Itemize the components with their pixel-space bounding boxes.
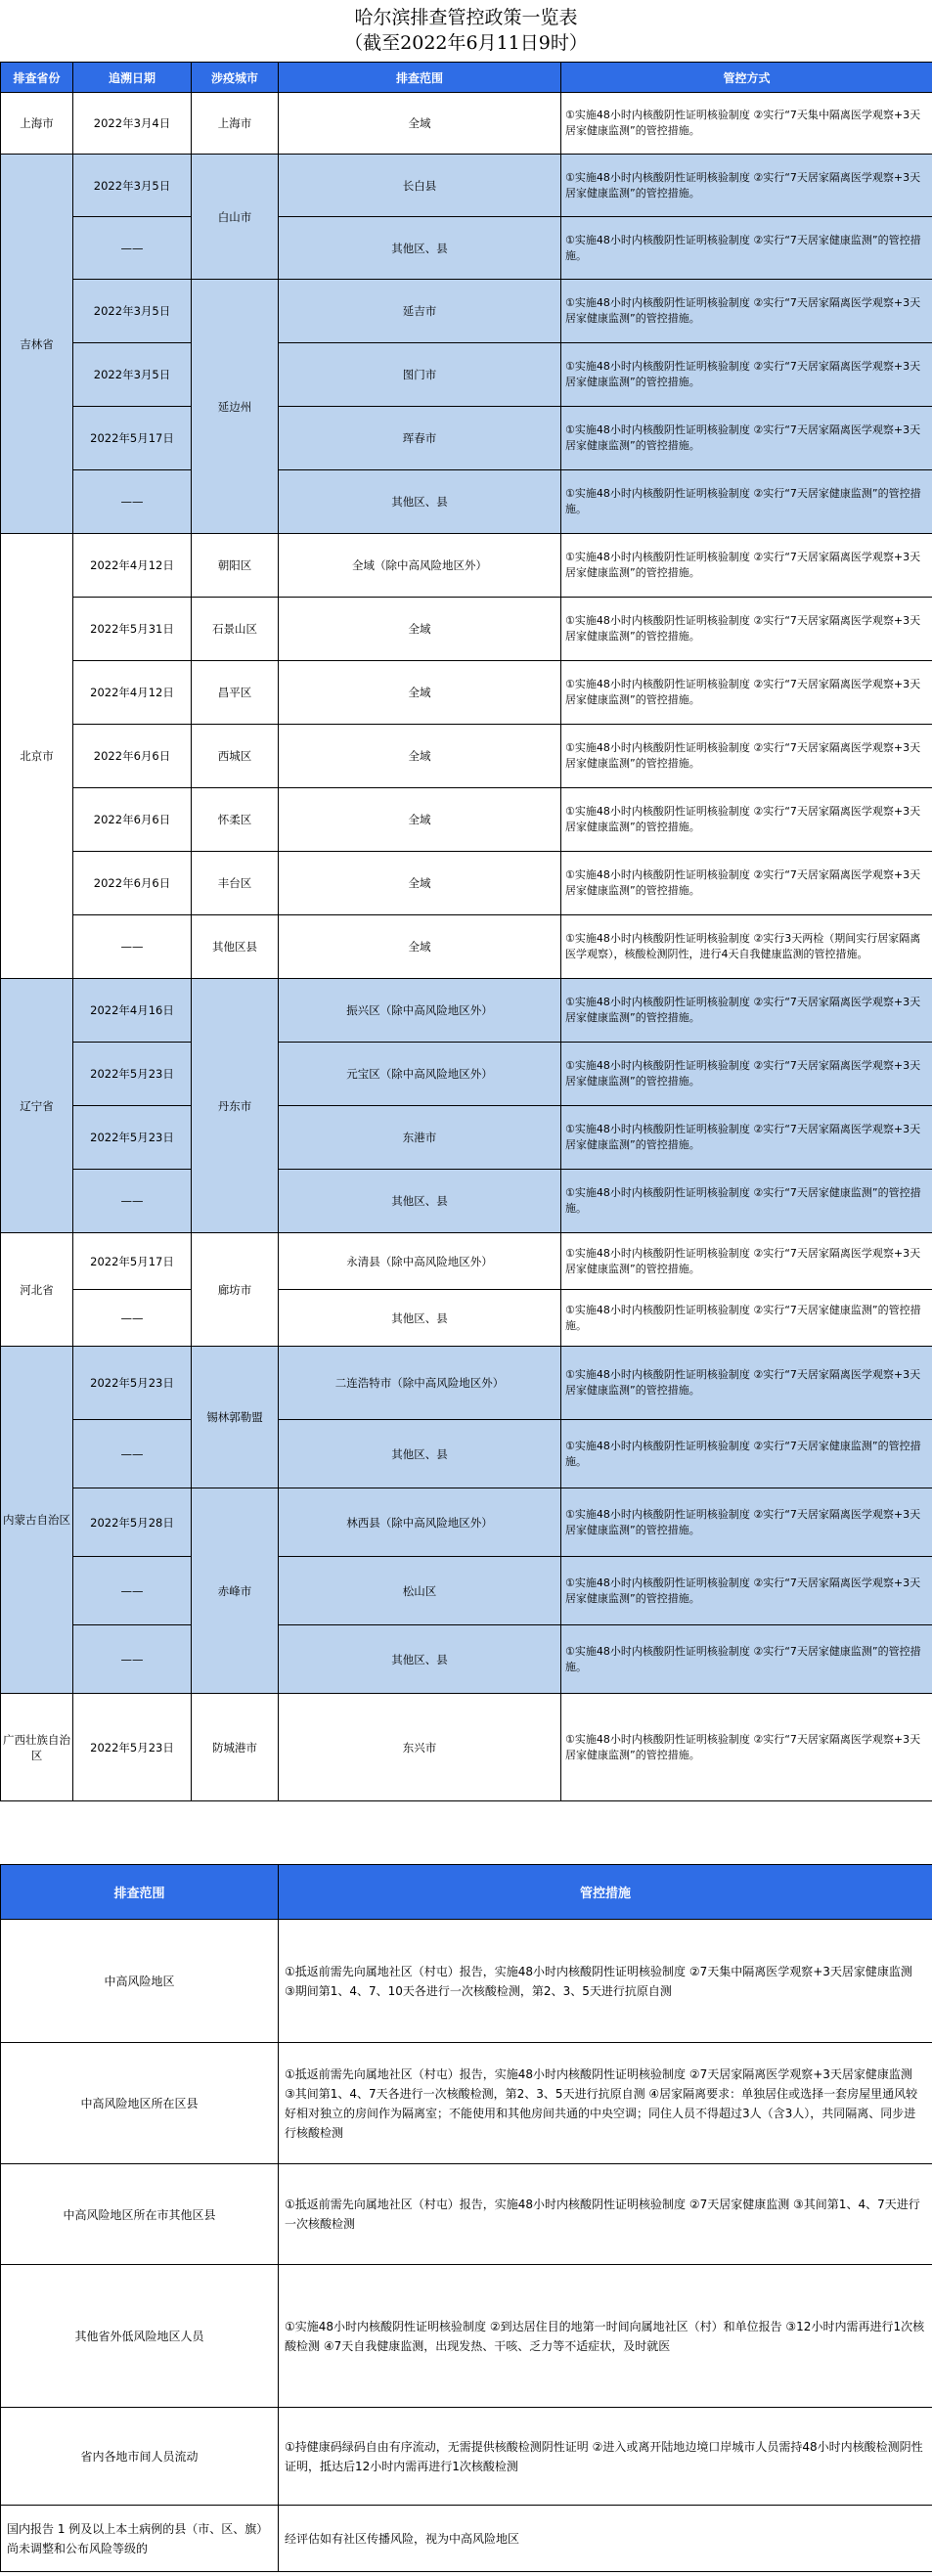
date-cell: 2022年3月4日 bbox=[73, 93, 192, 155]
measure-cell: ①实施48小时内核酸阴性证明核验制度 ②实行“7天居家健康监测”的管控措施。 bbox=[561, 1625, 932, 1694]
date-cell: —— bbox=[73, 1420, 192, 1488]
date-cell: 2022年5月17日 bbox=[73, 1233, 192, 1290]
table-row bbox=[1, 1106, 932, 1170]
scope-cell: 全域 bbox=[279, 93, 561, 155]
measure-cell: ①实施48小时内核酸阴性证明核验制度 ②实行“7天居家隔离医学观察+3天居家健康监测”的管控措施。 bbox=[561, 852, 932, 915]
date-cell: —— bbox=[73, 915, 192, 979]
date-cell: 2022年5月23日 bbox=[73, 1347, 192, 1420]
table-row bbox=[1, 1170, 932, 1233]
measure-cell: ①实施48小时内核酸阴性证明核验制度 ②实行“7天居家隔离医学观察+3天居家健康监测”的管控措施。 bbox=[561, 1488, 932, 1557]
scope-cell: 全域 bbox=[279, 852, 561, 915]
city-cell: 朝阳区 bbox=[192, 534, 279, 598]
scope-cell: 其他区、县 bbox=[279, 470, 561, 534]
scope-cell: 图门市 bbox=[279, 343, 561, 407]
measure-cell: ①实施48小时内核酸阴性证明核验制度 ②实行“7天居家隔离医学观察+3天居家健康监测”的管控措施。 bbox=[561, 598, 932, 661]
table-row bbox=[1, 915, 932, 979]
city-cell: 廊坊市 bbox=[192, 1233, 279, 1347]
date-cell: 2022年6月6日 bbox=[73, 725, 192, 788]
table-row bbox=[1, 155, 932, 217]
scope-cell: 国内报告 1 例及以上本土病例的县（市、区、旗）尚未调整和公布风险等级的 bbox=[1, 2506, 279, 2572]
header-date: 追溯日期 bbox=[73, 63, 192, 93]
measure-cell: ①实施48小时内核酸阴性证明核验制度 ②实行“7天居家健康监测”的管控措施。 bbox=[561, 1420, 932, 1488]
scope-cell: 省内各地市间人员流动 bbox=[1, 2408, 279, 2506]
table-row bbox=[1, 534, 932, 598]
measure-cell: ①实施48小时内核酸阴性证明核验制度 ②实行“7天居家隔离医学观察+3天居家健康监测”的管控措施。 bbox=[561, 661, 932, 725]
province-cell: 广西壮族自治区 bbox=[1, 1694, 73, 1801]
measure-cell: ①实施48小时内核酸阴性证明核验制度 ②实行“7天居家隔离医学观察+3天居家健康监测”的管控措施。 bbox=[561, 1557, 932, 1625]
table-row bbox=[1, 93, 932, 155]
scope-cell: 全域 bbox=[279, 598, 561, 661]
header-city: 涉疫城市 bbox=[192, 63, 279, 93]
measure-cell: ①实施48小时内核酸阴性证明核验制度 ②实行“7天居家健康监测”的管控措施。 bbox=[561, 470, 932, 534]
city-cell: 怀柔区 bbox=[192, 788, 279, 852]
table-row bbox=[1, 1625, 932, 1694]
date-cell: —— bbox=[73, 1625, 192, 1694]
measure-cell: ①实施48小时内核酸阴性证明核验制度 ②实行“7天居家隔离医学观察+3天居家健康监测”的管控措施。 bbox=[561, 1347, 932, 1420]
date-cell: 2022年3月5日 bbox=[73, 155, 192, 217]
scope-cell: 松山区 bbox=[279, 1557, 561, 1625]
measure-cell: ①实施48小时内核酸阴性证明核验制度 ②实行“7天居家隔离医学观察+3天居家健康监测”的管控措施。 bbox=[561, 1106, 932, 1170]
city-cell: 丹东市 bbox=[192, 979, 279, 1233]
scope-cell: 全域（除中高风险地区外） bbox=[279, 534, 561, 598]
province-cell: 吉林省 bbox=[1, 155, 73, 534]
measure-cell: ①实施48小时内核酸阴性证明核验制度 ②到达居住目的地第一时间向属地社区（村）和单位报告 ③12小时内需再进行1次核酸检测 ④7天自我健康监测，出现发热、干咳、乏力等不适症状，及时就医 bbox=[279, 2265, 932, 2408]
city-cell: 昌平区 bbox=[192, 661, 279, 725]
city-cell: 锡林郭勒盟 bbox=[192, 1347, 279, 1488]
table-row bbox=[1, 2265, 932, 2408]
measure-cell: ①实施48小时内核酸阴性证明核验制度 ②实行“7天居家隔离医学观察+3天居家健康监测”的管控措施。 bbox=[561, 155, 932, 217]
date-cell: 2022年5月17日 bbox=[73, 407, 192, 470]
scope-cell: 振兴区（除中高风险地区外） bbox=[279, 979, 561, 1043]
table-row bbox=[1, 2043, 932, 2164]
measure-cell: ①实施48小时内核酸阴性证明核验制度 ②实行“7天居家隔离医学观察+3天居家健康监测”的管控措施。 bbox=[561, 1694, 932, 1801]
measure-cell: ①实施48小时内核酸阴性证明核验制度 ②实行“7天居家隔离医学观察+3天居家健康监测”的管控措施。 bbox=[561, 407, 932, 470]
scope-cell: 全域 bbox=[279, 725, 561, 788]
measure-cell: ①抵返前需先向属地社区（村屯）报告，实施48小时内核酸阴性证明核验制度 ②7天居家隔离医学观察+3天居家健康监测 ③其间第1、4、7天各进行一次核酸检测，第2、3、5天进行抗原自测 ④居家隔离要求：单独居住或选择一套房屋里通风较好相对独立的房间作为隔离室；不能使用和其他房间共通的中央空调；同住人员不得超过3人（含3人），共同隔离、同步进行核酸检测 bbox=[279, 2043, 932, 2164]
measure-cell: ①实施48小时内核酸阴性证明核验制度 ②实行“7天集中隔离医学观察+3天居家健康监测”的管控措施。 bbox=[561, 93, 932, 155]
province-cell: 辽宁省 bbox=[1, 979, 73, 1233]
measure-cell: ①实施48小时内核酸阴性证明核验制度 ②实行3天两检（期间实行居家隔离医学观察），核酸检测阴性，进行4天自我健康监测的管控措施。 bbox=[561, 915, 932, 979]
measure-cell: ①实施48小时内核酸阴性证明核验制度 ②实行“7天居家健康监测”的管控措施。 bbox=[561, 1170, 932, 1233]
date-cell: 2022年3月5日 bbox=[73, 280, 192, 343]
scope-cell: 永清县（除中高风险地区外） bbox=[279, 1233, 561, 1290]
table-row bbox=[1, 217, 932, 280]
date-cell: —— bbox=[73, 1290, 192, 1347]
scope-cell: 中高风险地区 bbox=[1, 1920, 279, 2043]
table-row bbox=[1, 788, 932, 852]
measure-cell: ①实施48小时内核酸阴性证明核验制度 ②实行“7天居家健康监测”的管控措施。 bbox=[561, 217, 932, 280]
date-cell: 2022年6月6日 bbox=[73, 852, 192, 915]
city-cell: 西城区 bbox=[192, 725, 279, 788]
measures-table bbox=[0, 1864, 932, 2572]
table-row bbox=[1, 470, 932, 534]
city-cell: 白山市 bbox=[192, 155, 279, 280]
date-cell: 2022年4月12日 bbox=[73, 661, 192, 725]
measure-cell: ①实施48小时内核酸阴性证明核验制度 ②实行“7天居家隔离医学观察+3天居家健康监测”的管控措施。 bbox=[561, 1233, 932, 1290]
scope-cell: 元宝区（除中高风险地区外） bbox=[279, 1043, 561, 1106]
scope-cell: 延吉市 bbox=[279, 280, 561, 343]
table-row bbox=[1, 1233, 932, 1290]
measure-cell: ①实施48小时内核酸阴性证明核验制度 ②实行“7天居家隔离医学观察+3天居家健康监测”的管控措施。 bbox=[561, 1043, 932, 1106]
date-cell: —— bbox=[73, 470, 192, 534]
measure-cell: ①实施48小时内核酸阴性证明核验制度 ②实行“7天居家隔离医学观察+3天居家健康监测”的管控措施。 bbox=[561, 788, 932, 852]
measure-cell: ①抵返前需先向属地社区（村屯）报告，实施48小时内核酸阴性证明核验制度 ②7天集中隔离医学观察+3天居家健康监测 ③期间第1、4、7、10天各进行一次核酸检测，第2、3、5天进行抗原自测 bbox=[279, 1920, 932, 2043]
city-cell: 上海市 bbox=[192, 93, 279, 155]
province-cell: 河北省 bbox=[1, 1233, 73, 1347]
page-subtitle: （截至2022年6月11日9时） bbox=[344, 32, 588, 54]
header-scope: 排查范围 bbox=[279, 63, 561, 93]
date-cell: —— bbox=[73, 217, 192, 280]
table-row bbox=[1, 280, 932, 343]
measure-cell: ①实施48小时内核酸阴性证明核验制度 ②实行“7天居家隔离医学观察+3天居家健康监测”的管控措施。 bbox=[561, 979, 932, 1043]
measure-cell: ①实施48小时内核酸阴性证明核验制度 ②实行“7天居家隔离医学观察+3天居家健康监测”的管控措施。 bbox=[561, 343, 932, 407]
table-header-row bbox=[1, 63, 932, 93]
measure-cell: ①实施48小时内核酸阴性证明核验制度 ②实行“7天居家隔离医学观察+3天居家健康监测”的管控措施。 bbox=[561, 725, 932, 788]
table-row bbox=[1, 1043, 932, 1106]
scope-cell: 东兴市 bbox=[279, 1694, 561, 1801]
table-row bbox=[1, 725, 932, 788]
date-cell: —— bbox=[73, 1557, 192, 1625]
date-cell: 2022年5月23日 bbox=[73, 1694, 192, 1801]
scope-cell: 其他省外低风险地区人员 bbox=[1, 2265, 279, 2408]
scope-cell: 珲春市 bbox=[279, 407, 561, 470]
scope-cell: 全域 bbox=[279, 661, 561, 725]
table-row bbox=[1, 1347, 932, 1420]
header-measure: 管控方式 bbox=[561, 63, 932, 93]
table-row bbox=[1, 1420, 932, 1488]
table-row bbox=[1, 343, 932, 407]
measure-cell: ①实施48小时内核酸阴性证明核验制度 ②实行“7天居家隔离医学观察+3天居家健康监测”的管控措施。 bbox=[561, 534, 932, 598]
scope-cell: 其他区、县 bbox=[279, 1420, 561, 1488]
province-cell: 上海市 bbox=[1, 93, 73, 155]
scope-cell: 长白县 bbox=[279, 155, 561, 217]
scope-cell: 全域 bbox=[279, 788, 561, 852]
policy-table bbox=[0, 62, 932, 1801]
table-row bbox=[1, 661, 932, 725]
page-title: 哈尔滨排查管控政策一览表 bbox=[354, 7, 578, 28]
scope-cell: 东港市 bbox=[279, 1106, 561, 1170]
city-cell: 丰台区 bbox=[192, 852, 279, 915]
date-cell: 2022年4月12日 bbox=[73, 534, 192, 598]
scope-cell: 其他区、县 bbox=[279, 1625, 561, 1694]
city-cell: 延边州 bbox=[192, 280, 279, 534]
header-scope: 排查范围 bbox=[1, 1865, 279, 1920]
date-cell: 2022年5月28日 bbox=[73, 1488, 192, 1557]
table-row bbox=[1, 2164, 932, 2265]
measure-cell: ①抵返前需先向属地社区（村屯）报告，实施48小时内核酸阴性证明核验制度 ②7天居家健康监测 ③其间第1、4、7天进行一次核酸检测 bbox=[279, 2164, 932, 2265]
date-cell: 2022年6月6日 bbox=[73, 788, 192, 852]
city-cell: 石景山区 bbox=[192, 598, 279, 661]
header-province: 排查省份 bbox=[1, 63, 73, 93]
date-cell: 2022年5月23日 bbox=[73, 1043, 192, 1106]
table-row bbox=[1, 2506, 932, 2572]
date-cell: 2022年5月31日 bbox=[73, 598, 192, 661]
measure-cell: 经评估如有社区传播风险，视为中高风险地区 bbox=[279, 2506, 932, 2572]
city-cell: 防城港市 bbox=[192, 1694, 279, 1801]
table-row bbox=[1, 979, 932, 1043]
date-cell: 2022年5月23日 bbox=[73, 1106, 192, 1170]
province-cell: 北京市 bbox=[1, 534, 73, 979]
scope-cell: 中高风险地区所在区县 bbox=[1, 2043, 279, 2164]
scope-cell: 其他区、县 bbox=[279, 217, 561, 280]
date-cell: 2022年3月5日 bbox=[73, 343, 192, 407]
date-cell: —— bbox=[73, 1170, 192, 1233]
table-row bbox=[1, 852, 932, 915]
city-cell: 赤峰市 bbox=[192, 1488, 279, 1694]
measure-cell: ①持健康码绿码自由有序流动，无需提供核酸检测阴性证明 ②进入或离开陆地边境口岸城市人员需持48小时内核酸检测阴性证明，抵达后12小时内需再进行1次核酸检测 bbox=[279, 2408, 932, 2506]
measure-cell: ①实施48小时内核酸阴性证明核验制度 ②实行“7天居家健康监测”的管控措施。 bbox=[561, 1290, 932, 1347]
province-cell: 内蒙古自治区 bbox=[1, 1347, 73, 1694]
table-row bbox=[1, 598, 932, 661]
table-row bbox=[1, 1290, 932, 1347]
table-row bbox=[1, 1920, 932, 2043]
table-row bbox=[1, 407, 932, 470]
table-row bbox=[1, 1557, 932, 1625]
measure-cell: ①实施48小时内核酸阴性证明核验制度 ②实行“7天居家隔离医学观察+3天居家健康监测”的管控措施。 bbox=[561, 280, 932, 343]
table-row bbox=[1, 1694, 932, 1801]
scope-cell: 其他区、县 bbox=[279, 1170, 561, 1233]
table-header-row bbox=[1, 1865, 932, 1920]
table-row bbox=[1, 1488, 932, 1557]
table-row bbox=[1, 2408, 932, 2506]
date-cell: 2022年4月16日 bbox=[73, 979, 192, 1043]
scope-cell: 林西县（除中高风险地区外） bbox=[279, 1488, 561, 1557]
header-measure: 管控措施 bbox=[279, 1865, 932, 1920]
scope-cell: 其他区、县 bbox=[279, 1290, 561, 1347]
scope-cell: 全域 bbox=[279, 915, 561, 979]
scope-cell: 中高风险地区所在市其他区县 bbox=[1, 2164, 279, 2265]
scope-cell: 二连浩特市（除中高风险地区外） bbox=[279, 1347, 561, 1420]
city-cell: 其他区县 bbox=[192, 915, 279, 979]
